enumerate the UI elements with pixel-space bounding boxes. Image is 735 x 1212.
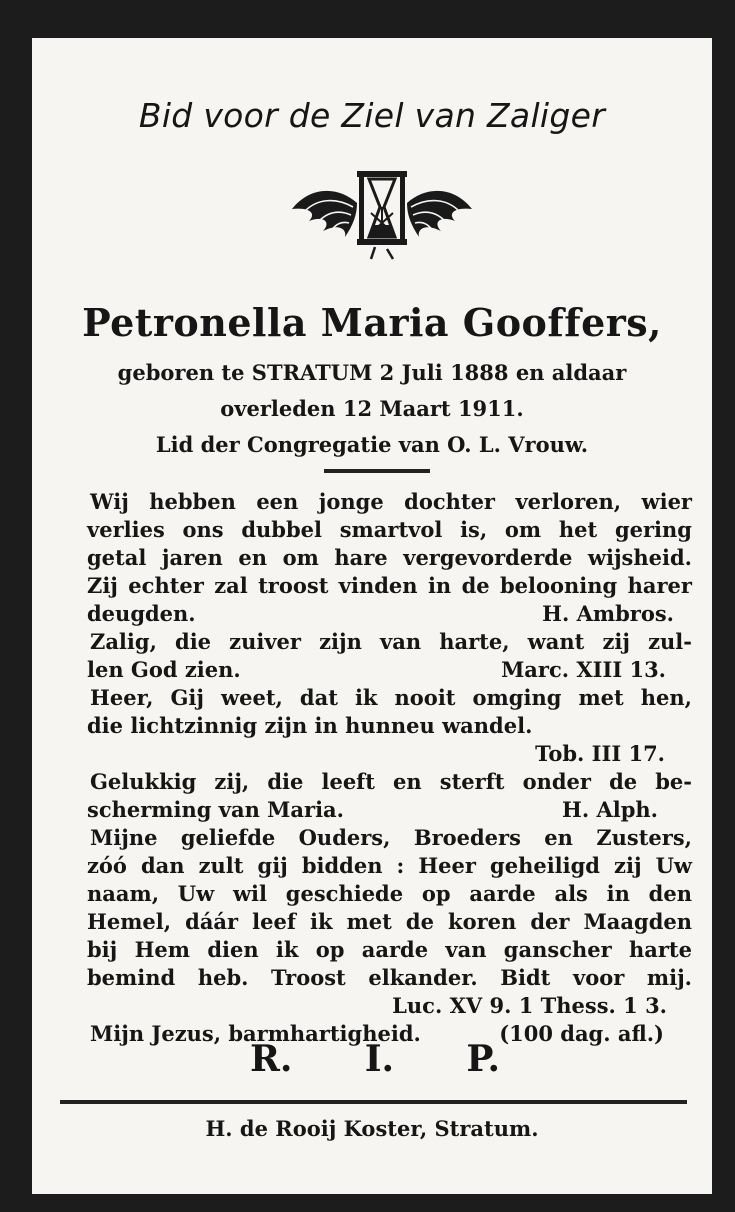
text-line: Zij echter zal troost vinden in de belooning harer — [87, 573, 692, 598]
scripture-reference: Tob. III 17. — [535, 741, 665, 766]
text-line: Wij hebben een jonge dochter verloren, wier — [90, 489, 692, 514]
indulgence-note: (100 dag. afl.) — [499, 1021, 664, 1046]
text-line: zóó dan zult gij bidden : Heer geheiligd zij Uw — [87, 853, 692, 878]
ejaculation-prayer: Mijn Jezus, barmhartigheid. — [90, 1021, 421, 1046]
text-line: Heer, Gij weet, dat ik nooit omging met hen, — [90, 685, 692, 710]
deceased-name: Petronella Maria Gooffers, — [82, 300, 662, 345]
scripture-reference: Luc. XV 9. 1 Thess. 1 3. — [392, 993, 667, 1018]
text-line: naam, Uw wil geschiede op aarde als in den — [87, 881, 692, 906]
rip-letter: R. — [250, 1038, 293, 1080]
rip-letter: I. — [364, 1038, 395, 1080]
printer-credit: H. de Rooij Koster, Stratum. — [205, 1116, 539, 1141]
rip-initials — [250, 1038, 500, 1080]
scripture-reference: Marc. XIII 13. — [501, 657, 666, 682]
text-fragment: scherming van Maria. — [87, 797, 344, 822]
text-line: getal jaren en om hare vergevorderde wijsheid. — [87, 545, 692, 570]
death-line: overleden 12 Maart 1911. — [220, 396, 524, 421]
long-divider — [60, 1100, 687, 1104]
birth-line: geboren te STRATUM 2 Juli 1888 en aldaar — [117, 360, 627, 385]
congregation-line: Lid der Congregatie van O. L. Vrouw. — [155, 432, 589, 457]
text-line: Zalig, die zuiver zijn van harte, want zij zul- — [90, 629, 692, 654]
text-line: bemind heb. Troost elkander. Bidt voor mij. — [87, 965, 692, 990]
text-line: verlies ons dubbel smartvol is, om het gering — [87, 517, 692, 542]
text-line-with-reference — [87, 656, 692, 684]
short-divider — [324, 469, 430, 473]
text-fragment: deugden. — [87, 601, 196, 626]
prayer-header: Bid voor de Ziel van Zaliger — [138, 96, 606, 135]
text-line-with-reference — [87, 600, 692, 628]
scripture-reference: H. Ambros. — [542, 601, 674, 626]
winged-hourglass-icon — [287, 163, 477, 263]
text-line-with-reference — [87, 796, 692, 824]
scripture-reference: H. Alph. — [562, 797, 658, 822]
memorial-card — [32, 38, 712, 1194]
text-line: Mijne geliefde Ouders, Broeders en Zusters, — [90, 825, 692, 850]
rip-letter: P. — [466, 1038, 500, 1080]
text-fragment: len God zien. — [87, 657, 241, 682]
text-line: bij Hem dien ik op aarde van ganscher harte — [87, 937, 692, 962]
text-line: Gelukkig zij, die leeft en sterft onder de be- — [90, 769, 692, 794]
text-line: die lichtzinnig zijn in hunneu wandel. — [87, 713, 533, 738]
text-line: Hemel, dáár leef ik met de koren der Maagden — [87, 909, 692, 934]
